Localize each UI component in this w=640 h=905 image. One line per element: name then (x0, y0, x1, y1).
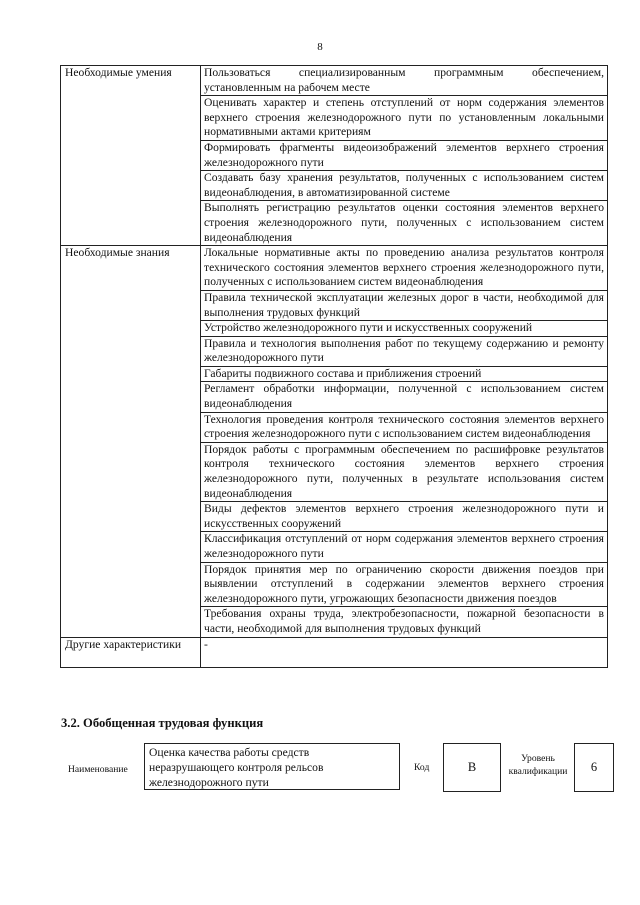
skill-item: Пользоваться специализированным программным обеспечением, установленным на рабочем месте (201, 66, 608, 96)
function-name-box: Оценка качества работы средств неразрушающего контроля рельсов железнодорожного пути (144, 743, 400, 790)
table-row (61, 66, 608, 96)
section-title: 3.2. Обобщенная трудовая функция (61, 716, 264, 730)
knowledge-item: Виды дефектов элементов верхнего строения железнодорожного пути и искусственных сооружений (201, 502, 608, 532)
table-row (61, 637, 608, 667)
row-label-knowledge: Необходимые знания (61, 246, 201, 637)
skill-item: Выполнять регистрацию результатов оценки состояния элементов верхнего строения железнодорожного пути, полученных с использованием систем видеонаблюдения (201, 201, 608, 246)
knowledge-item: Правила и технология выполнения работ по текущему содержанию и ремонту железнодорожного пути (201, 336, 608, 366)
row-label-other: Другие характеристики (61, 637, 201, 667)
knowledge-item: Локальные нормативные акты по проведению анализа результатов контроля технического состояния элементов верхнего строения железнодорожного пути, полученных с использованием систем видеонаблюдения (201, 246, 608, 291)
qualification-level-label: Уровень квалификации (508, 753, 568, 777)
other-item: - (201, 637, 608, 667)
skill-item: Оценивать характер и степень отступлений от норм содержания элементов верхнего строения железнодорожного пути по установленным локальными нормативными актами критериям (201, 96, 608, 141)
knowledge-item: Порядок принятия мер по ограничению скорости движения поездов при выявлении отступлений в содержании элементов верхнего строения железнодорожного пути, угрожающих безопасности движения поездов (201, 562, 608, 607)
generalized-function-row (60, 740, 620, 800)
skill-item: Формировать фрагменты видеоизображений элементов верхнего строения железнодорожного пути (201, 140, 608, 170)
knowledge-item: Технология проведения контроля технического состояния элементов верхнего строения железнодорожного пути с использованием систем видеонаблюдения (201, 412, 608, 442)
knowledge-item: Регламент обработки информации, полученной с использованием систем видеонаблюдения (201, 382, 608, 412)
knowledge-item: Порядок работы с программным обеспечением по расшифровке результатов контроля технического состояния элементов верхнего строения железнодорожного пути, полученных в результате использования систем видеонаблюдения (201, 442, 608, 501)
code-label: Код (414, 762, 430, 773)
knowledge-item: Габариты подвижного состава и приближения строений (201, 366, 608, 382)
knowledge-item: Требования охраны труда, электробезопасности, пожарной безопасности в части, необходимой для выполнения трудовых функций (201, 607, 608, 637)
skill-item: Создавать базу хранения результатов, полученных с использованием систем видеонаблюдения, в автоматизированной системе (201, 171, 608, 201)
row-label-skills: Необходимые умения (61, 66, 201, 246)
table-row (61, 246, 608, 291)
requirements-table (60, 65, 608, 668)
knowledge-item: Правила технической эксплуатации железных дорог в части, необходимой для выполнения трудовых функций (201, 290, 608, 320)
knowledge-item: Устройство железнодорожного пути и искусственных сооружений (201, 321, 608, 337)
name-label: Наименование (68, 764, 128, 775)
page-number: 8 (317, 41, 323, 53)
knowledge-item: Классификация отступлений от норм содержания элементов верхнего строения железнодорожного пути (201, 532, 608, 562)
code-box: B (443, 743, 501, 792)
qualification-level-box: 6 (574, 743, 614, 792)
